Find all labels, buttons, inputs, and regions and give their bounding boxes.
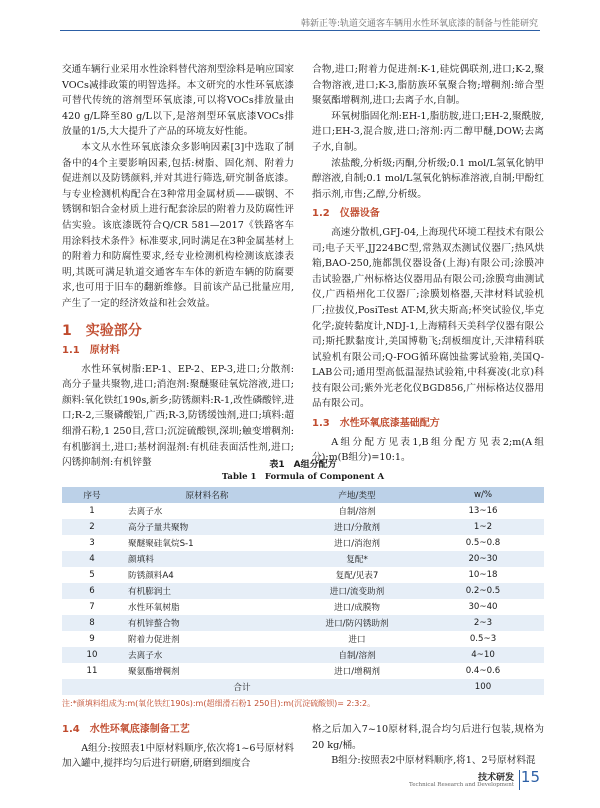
table-row xyxy=(62,519,544,535)
table-total-row xyxy=(62,679,544,695)
header-rule xyxy=(60,30,540,31)
journal-name-english: Technical Research and Development xyxy=(409,782,514,788)
left-column xyxy=(62,62,294,471)
cell-index: 6 xyxy=(62,583,122,599)
page-footer xyxy=(409,768,540,794)
cell-mass-fraction: 0.2~0.5 xyxy=(422,583,544,599)
footer-divider xyxy=(519,770,520,790)
cell-index: 2 xyxy=(62,519,122,535)
subsection-number: 1.1 xyxy=(62,345,80,357)
subsection-title: 水性环氧底漆基础配方 xyxy=(339,418,440,430)
reagents-paragraph: 浓盐酸,分析级;丙酮,分析级;0.1 mol/L氢氧化钠甲醇溶液,自制;0.1 mol/L氢氧化钠标准溶液,自制;甲酚红指示剂,市售;乙醇,分析级。 xyxy=(312,157,544,200)
table-body xyxy=(62,503,544,695)
cell-origin-type: 复配/见表7 xyxy=(335,571,379,581)
subsection-heading-equipment xyxy=(312,206,544,222)
subsection-title: 水性环氧底漆制备工艺 xyxy=(89,724,190,735)
section-title: 实验部分 xyxy=(85,322,142,339)
cell-index: 7 xyxy=(89,602,95,612)
subsection-heading-materials xyxy=(62,343,294,359)
table-header-row xyxy=(62,487,544,503)
table-row xyxy=(62,567,544,583)
table-row xyxy=(62,663,544,679)
intro-paragraph-continued: 交通车辆行业采用水性涂料替代溶剂型涂料是响应国家VOCs减排政策的明智选择。本文研究的水性环氧底漆可替代传统的溶剂型环氧底漆,可以将VOCs排放量由420 g/L降至80 g/L以下,是溶剂型环氧底漆VOCs排放量的1/5,大大提升了产品的环境友好性能。 xyxy=(62,64,294,138)
cell-material: 聚氨酯增稠剂 xyxy=(128,667,180,677)
table-row xyxy=(62,599,544,615)
header-origin-type: 产地/类型 xyxy=(292,487,422,503)
cell-mass-fraction: 0.4~0.6 xyxy=(465,666,501,676)
formula-table xyxy=(62,487,544,695)
cell-mass-fraction: 10~18 xyxy=(468,570,498,580)
header-index: 序号 xyxy=(62,487,122,503)
total-label: 合计 xyxy=(62,679,422,695)
cell-index: 9 xyxy=(89,634,95,644)
cell-index: 4 xyxy=(62,551,122,567)
cell-origin-type: 进口/成膜物 xyxy=(334,603,380,613)
bottom-right-column xyxy=(312,722,544,769)
cell-origin-type: 自制/溶剂 xyxy=(292,647,422,663)
cell-index: 8 xyxy=(62,615,122,631)
subsection-title: 仪器设备 xyxy=(339,208,380,220)
cell-origin-type: 进口/防闪锈助剂 xyxy=(292,615,422,631)
cell-mass-fraction: 2~3 xyxy=(422,615,544,631)
subsection-heading-formula xyxy=(312,416,544,432)
cell-material: 防锈颜料A4 xyxy=(128,571,174,581)
cell-index: 10 xyxy=(62,647,122,663)
section-number: 1 xyxy=(62,322,72,339)
cell-origin-type: 进口/分散剂 xyxy=(292,519,422,535)
intro-paragraph: 本文从水性环氧底漆众多影响因素[3]中选取了制备中的4个主要影响因素,包括:树脂、固化剂、附着力促进剂以及防锈颜料,并对其进行筛选,研究制备底漆。与专业检测机构配合在3种常用金属材质——碳钢、不锈钢和铝合金材质上进行配套涂层的附着力及防腐性评估实验。该底漆既符合Q/CR 581—2017《铁路客车用涂料技术条件》标准要求,同时满足在3种金属基材上的附着力和防腐性要求,经专业检测机构检测该底漆表明,其既可满足轨道交通客车车体的新造车辆的防腐要求,也可用于旧车的翻新维修。目前该产品已批量应用,产生了一定的经济效益和社会效益。 xyxy=(62,141,294,309)
cell-origin-type: 复配* xyxy=(292,551,422,567)
cell-index: 3 xyxy=(89,538,95,548)
cell-material: 去离子水 xyxy=(122,647,292,663)
cell-material: 高分子量共聚物 xyxy=(122,519,292,535)
subsection-title: 原材料 xyxy=(89,345,120,357)
table-row xyxy=(62,615,544,631)
materials-paragraph-continued: 合物,进口;附着力促进剂:K-1,硅烷偶联剂,进口;K-2,聚合物溶液,进口;K-3,脂肪族环氧聚合物;增稠剂:缔合型聚氨酯增稠剂,进口;去离子水,自制。 xyxy=(312,64,544,107)
table-row xyxy=(62,503,544,519)
cell-material: 去离子水 xyxy=(128,507,163,517)
cell-material: 颜填料 xyxy=(122,551,292,567)
cell-material: 附着力促进剂 xyxy=(128,635,180,645)
table-row xyxy=(62,535,544,551)
cell-material: 有机膨润土 xyxy=(122,583,292,599)
table-title-english: Table 1 Formula of Component A xyxy=(221,472,385,482)
cell-mass-fraction: 30~40 xyxy=(468,602,498,612)
cell-material: 聚醚聚硅氧烷S-1 xyxy=(128,539,194,549)
journal-name: 技术研发 xyxy=(477,773,514,783)
page-number: 15 xyxy=(520,768,540,786)
cell-index: 11 xyxy=(86,666,98,676)
cell-origin-type: 进口/消泡剂 xyxy=(334,539,380,549)
cell-origin-type: 自制/溶剂 xyxy=(338,507,376,517)
table-1 xyxy=(62,459,544,709)
subsection-heading-process xyxy=(62,722,294,738)
table-row xyxy=(62,631,544,647)
cell-index: 1 xyxy=(89,506,95,516)
cell-mass-fraction: 1~2 xyxy=(422,519,544,535)
subsection-number: 1.4 xyxy=(62,724,80,735)
cell-mass-fraction: 4~10 xyxy=(422,647,544,663)
cell-origin-type: 进口/增稠剂 xyxy=(334,667,380,677)
formula-paragraph: A组分配方见表1,B组分配方见表2;m(A组分):m(B组分)=10:1。 xyxy=(312,436,544,464)
cell-material: 水性环氧树脂 xyxy=(128,603,180,613)
table-row xyxy=(62,583,544,599)
process-paragraph-continued: 格之后加入7~10原材料,混合均匀后进行包装,规格为20 kg/桶。 xyxy=(312,724,544,751)
cell-mass-fraction: 20~30 xyxy=(422,551,544,567)
equipment-paragraph: 高速分散机,GFJ-04,上海现代环境工程技术有限公司;电子天平,JJ224BC型,常熟双杰测试仪器厂;热风烘箱,BAO-250,施都凯仪器设备(上海)有限公司;涂膜冲击试验器,广州标格达仪器用品有限公司;涂膜弯曲测试仪,广西梧州化工仪器厂;涂膜划格器,天津材料试验机厂;拉拔仪,PosiTest AT-M,狄夫斯高;杯突试验仪,毕克化学;旋转黏度计,NDJ-1,上海精科天美科学仪器有限公司;斯托默黏度计,美国博勒飞;刮板细度计,天津精科联试验机有限公司;Q-FOG循环腐蚀盐雾试验箱,美国Q-LAB公司;通用型高低温湿热试验箱,中科赛凌(北京)科技有限公司;紫外光老化仪BGD856,广州标格达仪器用品有限公司。 xyxy=(312,226,544,410)
bottom-left-column xyxy=(62,722,294,772)
table-title: 表1 A组分配方 xyxy=(269,460,337,470)
subsection-number: 1.3 xyxy=(312,418,330,430)
header-material: 原材料名称 xyxy=(122,487,292,503)
materials-paragraph: 水性环氧树脂:EP-1、EP-2、EP-3,进口;分散剂:高分子量共聚物,进口;消泡剂:聚醚聚硅氧烷溶液,进口;颜料:氧化铁红190s,新乡;防锈颜料:R-1,改性磷酸锌,进口;R-2,三聚磷酸铝,广西;R-3,防锈缓蚀剂,进口;填料:超细滑石粉,1 250目,营口;沉淀硫酸钡,深圳;触变增稠剂:有机膨润土,进口;基材润湿剂:有机硅表面活性剂,进口;闪锈抑制剂:有机锌螯 xyxy=(62,363,294,469)
subsection-number: 1.2 xyxy=(312,208,330,220)
cell-origin-type: 进口 xyxy=(348,635,366,645)
cell-mass-fraction: 13~16 xyxy=(468,506,498,516)
table-note: 注:*颜填料组成为:m(氧化铁红190s):m(超细滑石粉1 250目):m(沉淀硫酸钡)= 2:3:2。 xyxy=(62,699,376,708)
running-header xyxy=(0,0,600,38)
cell-index: 5 xyxy=(89,570,95,580)
running-title: 韩新正等:轨道交通客车辆用水性环氧底漆的制备与性能研究 xyxy=(300,19,538,29)
total-value: 100 xyxy=(422,679,544,695)
cell-mass-fraction: 0.5~0.8 xyxy=(465,538,501,548)
cell-mass-fraction: 0.5~3 xyxy=(469,634,497,644)
right-column xyxy=(312,62,544,466)
process-paragraph: A组分:按照表1中原材料顺序,依次将1~6号原材料加入罐中,搅拌均匀后进行研磨,研磨到细度合 xyxy=(62,742,294,770)
table-row xyxy=(62,551,544,567)
cell-material: 有机锌螯合物 xyxy=(122,615,292,631)
header-mass-fraction: w/% xyxy=(422,487,544,503)
cell-origin-type: 进口/流变助剂 xyxy=(292,583,422,599)
section-heading-experimental xyxy=(62,324,294,340)
curing-agent-paragraph: 环氧树脂固化剂:EH-1,脂肪胺,进口;EH-2,聚酰胺,进口;EH-3,混合胺,进口;溶剂:丙二醇甲醚,DOW;去离子水,自制。 xyxy=(312,110,544,153)
table-row xyxy=(62,647,544,663)
component-b-paragraph: B组分:按照表2中原材料顺序,将1、2号原材料混 xyxy=(331,755,536,767)
